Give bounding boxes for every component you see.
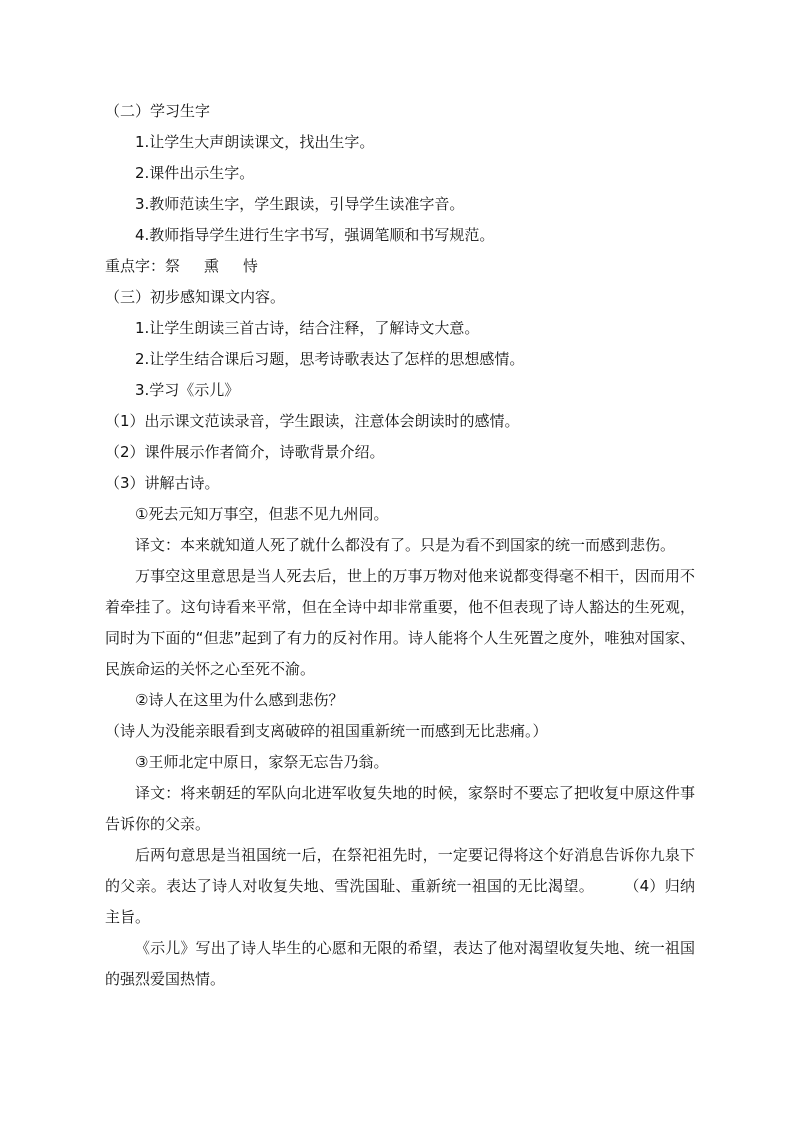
poem-line-1-translation: 译文：本来就知道人死了就什么都没有了。只是为看不到国家的统一而感到悲伤。 — [135, 536, 676, 554]
section-heading-understand-text: （三）初步感知课文内容。 — [105, 288, 286, 306]
substep-author-intro: （2）课件展示作者简介，诗歌背景介绍。 — [105, 443, 385, 461]
section-heading-learn-characters: （二）学习生字 — [105, 102, 211, 120]
summary-paragraph: 《示儿》写出了诗人毕生的心愿和无限的希望，表达了他对渴望收复失地、统一祖国的强烈爱国热情。 — [105, 939, 695, 988]
poem-line-2-explanation — [105, 840, 695, 933]
key-characters-label: 重点字： — [105, 257, 166, 275]
step-read-aloud: 1.让学生大声朗读课文，找出生字。 — [135, 133, 375, 151]
poem-line-2-explanation-text: 后两句意思是当祖国统一后，在祭祀祖先时，一定要记得将这个好消息告诉你九泉下的父亲。表达了诗人对收复失地、雪洗国耻、重新统一祖国的无比渴望。 — [105, 846, 695, 895]
poem-line-1-explanation: 万事空这里意思是当人死去后，世上的万事万物对他来说都变得毫不相干，因而用不着牵挂了。这句诗看来平常，但在全诗中却非常重要，他不但表现了诗人豁达的生死观，同时为下面的“但悲”起到了有力的反衬作用。诗人能将个人生死置之度外，唯独对国家、民族命运的关怀之心至死不渝。 — [105, 567, 695, 678]
step-show-characters: 2.课件出示生字。 — [135, 164, 255, 182]
key-character: 恃 — [243, 257, 259, 275]
substep-summary-heading: （4）归纳主旨。 — [105, 877, 695, 926]
step-study-shier: 3.学习《示儿》 — [135, 381, 240, 399]
key-character: 祭 — [165, 257, 181, 275]
substep-explain-poem: （3）讲解古诗。 — [105, 474, 220, 492]
key-characters-row — [105, 251, 695, 282]
question: ②诗人在这里为什么感到悲伤？ — [135, 691, 344, 709]
answer: （诗人为没能亲眼看到支离破碎的祖国重新统一而感到无比悲痛。） — [105, 722, 548, 740]
step-read-poems: 1.让学生朗读三首古诗，结合注释，了解诗文大意。 — [135, 319, 480, 337]
step-writing-guidance: 4.教师指导学生进行生字书写，强调笔顺和书写规范。 — [135, 226, 495, 244]
step-model-reading: 3.教师范读生字，学生跟读，引导学生读准字音。 — [135, 195, 465, 213]
key-character: 熏 — [204, 257, 220, 275]
poem-line-1: ①死去元知万事空，但悲不见九州同。 — [135, 505, 389, 523]
poem-line-2: ③王师北定中原日，家祭无忘告乃翁。 — [135, 753, 389, 771]
poem-line-2-translation: 译文：将来朝廷的军队向北进军收复失地的时候，家祭时不要忘了把收复中原这件事告诉你的父亲。 — [105, 784, 695, 833]
lesson-content — [105, 96, 695, 995]
step-think-emotion: 2.让学生结合课后习题，思考诗歌表达了怎样的思想感情。 — [135, 350, 525, 368]
substep-recording: （1）出示课文范读录音，学生跟读，注意体会朗读时的感情。 — [105, 412, 520, 430]
